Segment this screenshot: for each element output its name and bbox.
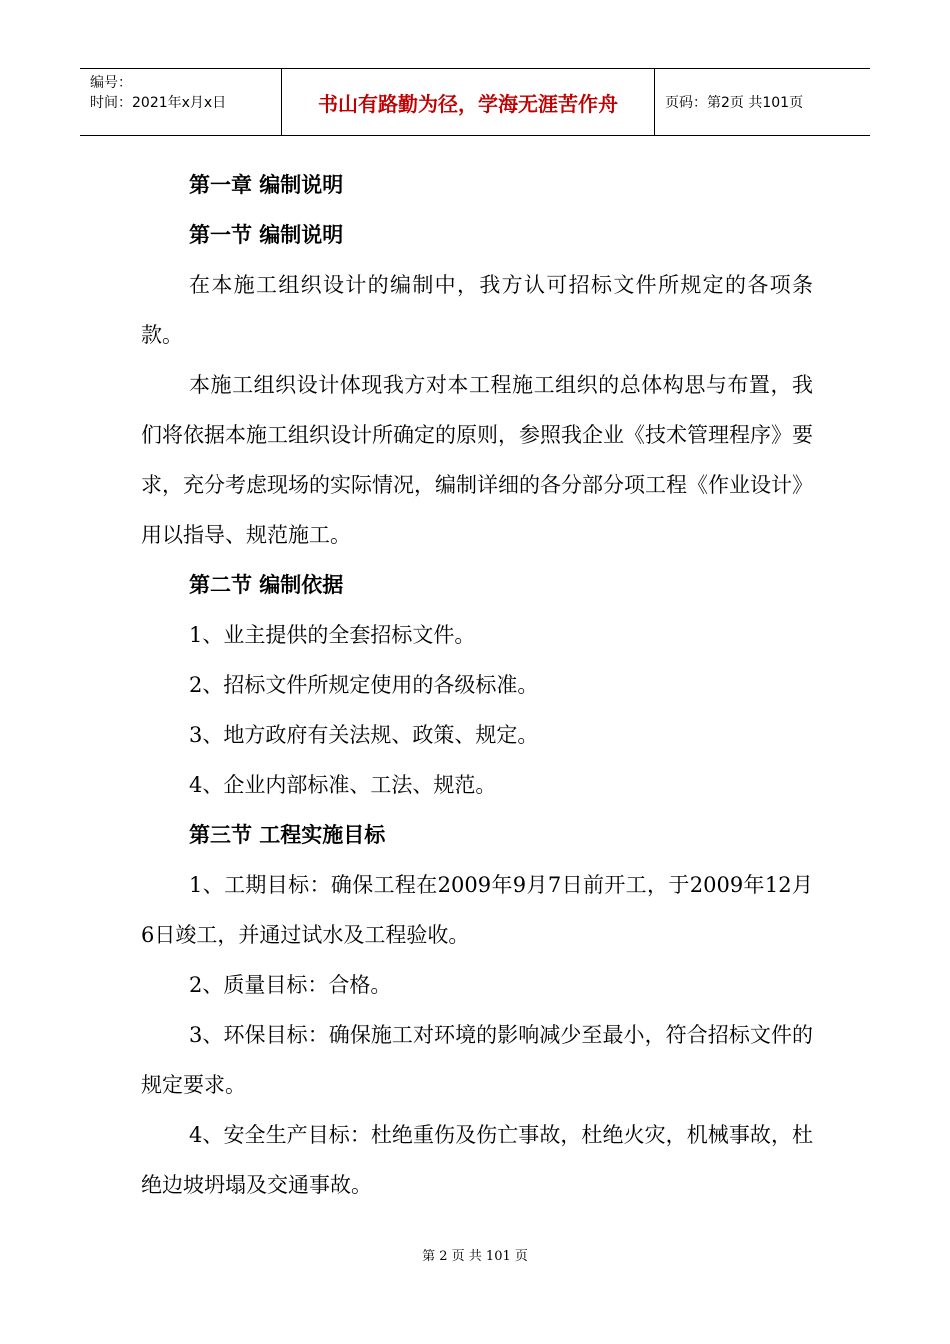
list-item: 1、业主提供的全套招标文件。 [189,623,476,647]
chapter-title: 第一章 编制说明 [189,173,344,197]
paragraph: 在本施工组织设计的编制中，我方认可招标文件所规定的各项条款。 [141,273,813,347]
section-title: 第一节 编制说明 [189,223,344,247]
document-date-label: 时间：2021年x月x日 [90,95,227,111]
document-body [141,160,813,1210]
list-item: 1、工期目标：确保工程在2009年9月7日前开工，于2009年12月6日竣工，并通过试水及工程验收。 [141,873,813,947]
list-item: 4、安全生产目标：杜绝重伤及伤亡事故，杜绝火灾，机械事故，杜绝边坡坍塌及交通事故。 [141,1123,813,1197]
header-meta-cell [80,69,282,135]
section-title: 第三节 工程实施目标 [189,823,386,847]
header-page-info: 页码：第2页 共101页 [665,95,804,111]
document-number-label: 编号： [90,75,132,91]
page-header [80,68,870,136]
list-item: 4、企业内部标准、工法、规范。 [189,773,497,797]
list-item: 2、招标文件所规定使用的各级标准。 [189,673,539,697]
list-item: 3、环保目标：确保施工对环境的影响减少至最小，符合招标文件的规定要求。 [141,1023,813,1097]
list-item: 2、质量目标：合格。 [189,973,392,997]
section-title: 第二节 编制依据 [189,573,344,597]
header-motto: 书山有路勤为径，学海无涯苦作舟 [282,69,655,135]
list-item: 3、地方政府有关法规、政策、规定。 [189,723,539,747]
paragraph: 本施工组织设计体现我方对本工程施工组织的总体构思与布置，我们将依据本施工组织设计所确定的原则，参照我企业《技术管理程序》要求，充分考虑现场的实际情况，编制详细的各分部分项工程《作业设计》用以指导、规范施工。 [141,373,813,547]
page-footer: 第 2 页 共 101 页 [422,1249,528,1264]
